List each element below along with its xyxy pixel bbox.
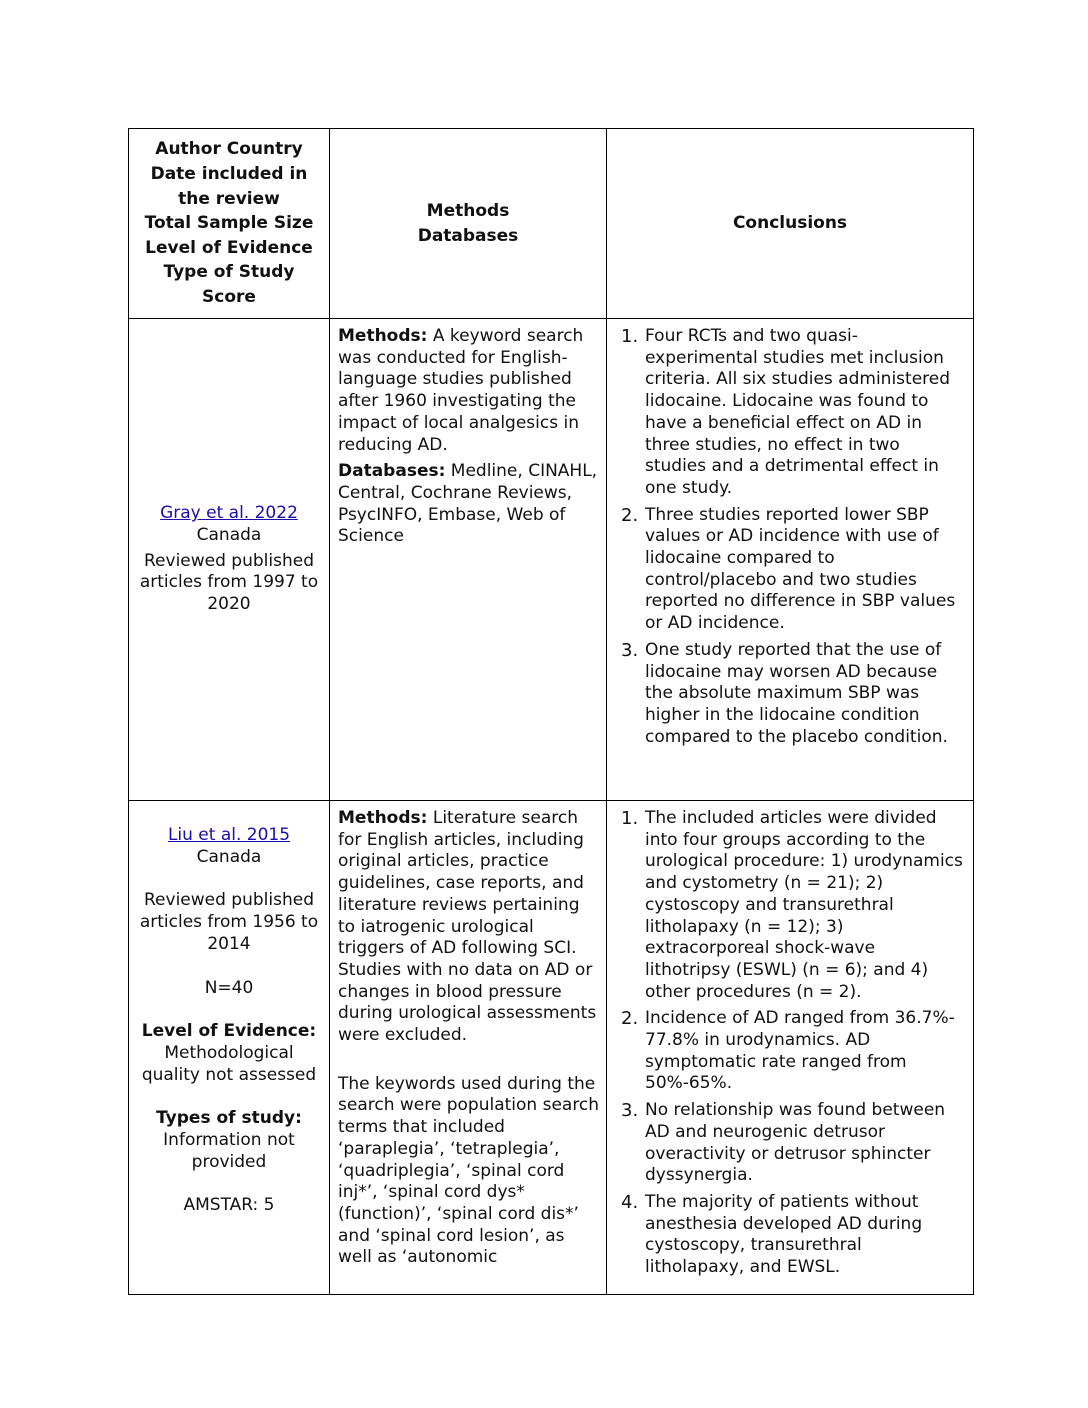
conclusions-cell — [607, 801, 974, 1295]
header-line: Level of Evidence — [145, 237, 313, 258]
conclusions-cell — [607, 319, 974, 801]
item-text: No relationship was found between AD and neurogenic detrusor overactivity or detrusor sphincter dyssynergia. — [645, 1100, 946, 1186]
author-link[interactable]: Liu et al. 2015 — [167, 825, 291, 845]
methods-label: Methods: — [338, 808, 428, 828]
methods-label: Methods: — [338, 326, 428, 346]
item-number: 1. — [621, 326, 639, 347]
methods-cell — [330, 319, 607, 801]
list-item — [615, 1192, 965, 1279]
header-line: Methods — [426, 200, 510, 221]
item-number: 1. — [621, 808, 639, 829]
methods-text-2: The keywords used during the search were population search terms that included ‘paraplegia’, ‘tetraplegia’, ‘quadriplegia’, ‘spinal cord inj*’, ‘spinal cord dys*(function)’, ‘spinal cord dis*’ and ‘spinal cord lesion’, as well as ‘autonomic — [338, 1073, 600, 1268]
header-line: Type of Study — [163, 262, 295, 283]
author-cell — [129, 801, 330, 1295]
score: AMSTAR: 5 — [183, 1195, 275, 1216]
item-text: The included articles were divided into four groups according to the urological procedure: 1) urodynamics and cystometry (n = 21); 2) cystoscopy and transurethral litholapaxy (n = 12); 3) extracorporeal shock-wave lithotripsy (ESWL) (n = 6); and 4) other procedures (n = 2). — [645, 808, 963, 1002]
country: Canada — [196, 846, 262, 867]
evidence-table — [128, 128, 974, 1295]
databases-text: Medline, CINAHL, Central, Cochrane Reviews, PsycINFO, Embase, Web of Science — [338, 461, 598, 547]
header-author-cell — [129, 129, 330, 319]
conclusions-list — [615, 326, 965, 748]
author-link[interactable]: Gray et al. 2022 — [160, 503, 298, 524]
level-label: Level of Evidence: — [141, 1021, 317, 1042]
item-number: 3. — [621, 639, 639, 661]
header-row — [129, 129, 974, 319]
list-item — [615, 505, 965, 635]
methods-text: A keyword search was conducted for English-language studies published after 1960 investigating the impact of local analgesics in reducing AD. — [338, 326, 584, 455]
level-text: Methodological quality not assessed — [141, 1042, 317, 1085]
header-methods-cell — [330, 129, 607, 319]
header-conclusions-cell — [607, 129, 974, 319]
header-line: Databases — [417, 225, 519, 246]
header-line: Total Sample Size — [144, 213, 314, 234]
conclusions-list — [615, 808, 965, 1279]
date-range: Reviewed published articles from 1956 to 2014 — [139, 890, 319, 954]
header-line: Author Country — [155, 139, 303, 160]
item-text: Four RCTs and two quasi-experimental studies met inclusion criteria. All six studies administered lidocaine. Lidocaine was found to have a beneficial effect on AD in three studies, no effect in two studies and a detrimental effect in one study. — [645, 326, 951, 498]
item-text: Incidence of AD ranged from 36.7%- 77.8% in urodynamics. AD symptomatic rate ranged from 50%-65%. — [645, 1008, 955, 1094]
author-cell — [129, 319, 330, 801]
list-item — [615, 640, 965, 749]
list-item — [615, 808, 965, 1003]
item-text: Three studies reported lower SBP values or AD incidence with use of lidocaine compared to control/placebo and two studies reported no difference in SBP values or AD incidence. — [645, 504, 956, 634]
list-item — [615, 1008, 965, 1095]
list-item — [615, 1100, 965, 1187]
date-range: Reviewed published articles from 1997 to 2020 — [139, 550, 319, 615]
methods-cell — [330, 801, 607, 1295]
item-number: 2. — [621, 1008, 639, 1030]
table-row — [129, 319, 974, 801]
type-text: Information not provided — [163, 1130, 295, 1172]
header-line: Conclusions — [732, 213, 848, 234]
sample-size: N=40 — [204, 977, 254, 998]
list-item — [615, 326, 965, 500]
methods-text: Literature search for English articles, including original articles, practice guidelines, case reports, and literature reviews pertaining to iatrogenic urological triggers of AD following SCI. Studies with no data on AD or changes in blood pressure during urological assessments were excluded. — [338, 808, 597, 1046]
item-number: 3. — [621, 1100, 639, 1122]
type-label: Types of study: — [156, 1108, 302, 1129]
table-row — [129, 801, 974, 1295]
item-text: One study reported that the use of lidocaine may worsen AD because the absolute maximum SBP was higher in the lidocaine condition compared to the placebo condition. — [645, 639, 948, 747]
item-number: 4. — [621, 1191, 639, 1213]
header-line: Score — [202, 286, 256, 307]
country: Canada — [196, 524, 262, 545]
item-text: The majority of patients without anesthesia developed AD during cystoscopy, transurethral litholapaxy, and EWSL. — [645, 1191, 923, 1278]
header-line: Date included in the review — [150, 164, 308, 209]
item-number: 2. — [621, 504, 639, 526]
databases-label: Databases: — [338, 461, 446, 482]
